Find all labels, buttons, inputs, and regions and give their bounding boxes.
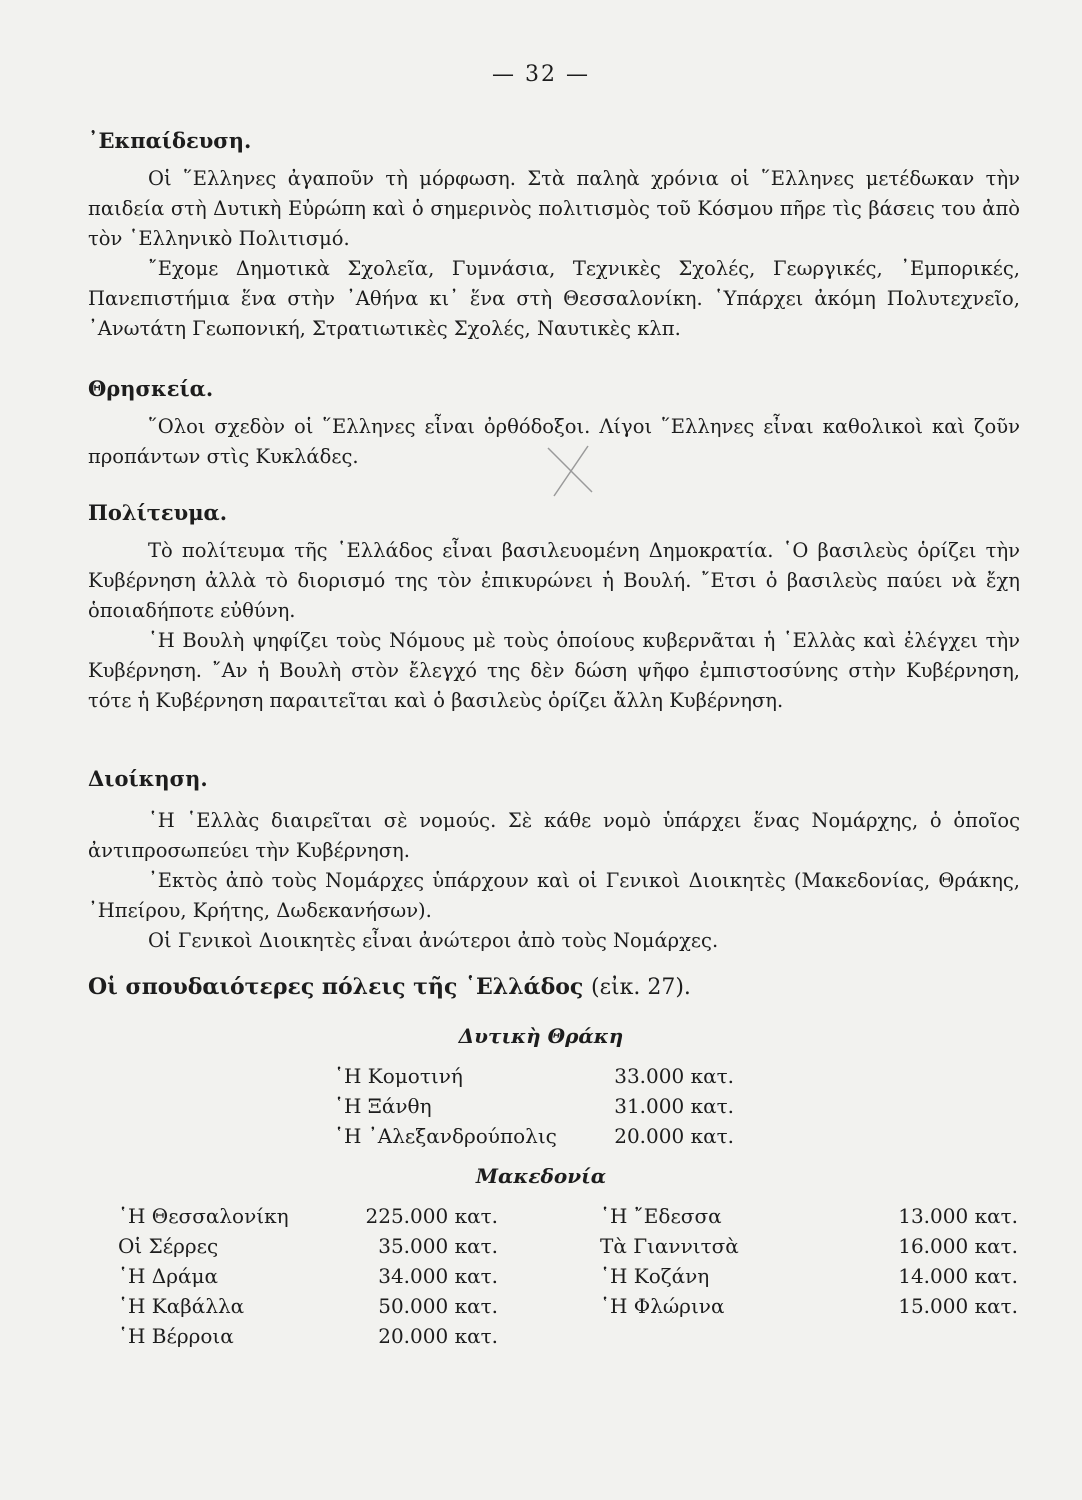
macedonia-right-city-name: Τὰ Γιαννιτσὰ — [600, 1234, 739, 1258]
thrace-city-population: 31.000 κατ. — [614, 1094, 734, 1118]
thrace-city-population: 33.000 κατ. — [614, 1064, 734, 1088]
macedonia-subtitle: Μακεδονία — [475, 1164, 607, 1188]
macedonia-right-city-population: 15.000 κατ. — [898, 1294, 1018, 1318]
religion-paragraph-1: ῞Ολοι σχεδὸν οἱ ῞Ελληνες εἶναι ὀρθόδοξοι. Λίγοι ῞Ελληνες εἶναι καθολικοὶ καὶ ζοῦν προπάντων στὶς Κυκλάδες. — [88, 415, 1020, 468]
administration-paragraph-2: ᾿Εκτὸς ἀπὸ τοὺς Νομάρχες ὑπάρχουν καὶ οἱ Γενικοὶ Διοικητὲς (Μακεδονίας, Θράκης, ᾿Ηπείρου, Κρήτης, Δωδεκανήσων). — [88, 869, 1020, 922]
macedonia-right-city-population: 14.000 κατ. — [898, 1264, 1018, 1288]
cities-heading — [88, 974, 691, 1000]
thrace-city-name: ῾Η Κομοτινή — [334, 1064, 463, 1088]
macedonia-right-city-name: ῾Η ῎Εδεσσα — [600, 1204, 722, 1228]
macedonia-left-city-name: Οἱ Σέρρες — [118, 1234, 219, 1258]
macedonia-left-city-population: 20.000 κατ. — [378, 1324, 498, 1348]
education-paragraph-1: Οἱ ῞Ελληνες ἀγαποῦν τὴ μόρφωση. Στὰ παληὰ χρόνια οἱ ῞Ελληνες μετέδωκαν τὴν παιδεία στὴ Δυτικὴ Εὐρώπη καὶ ὁ σημερινὸς πολιτισμὸς τοῦ Κόσμου πῆρε τὶς βάσεις του ἀπὸ τὸν ῾Ελληνικὸ Πολιτισμό. — [88, 167, 1020, 250]
macedonia-left-city-population: 34.000 κατ. — [378, 1264, 498, 1288]
macedonia-left-city-name: ῾Η Δράμα — [118, 1264, 219, 1288]
cities-title: Οἱ σπουδαιότερες πόλεις τῆς ῾Ελλάδος — [88, 974, 584, 1000]
macedonia-right-city-population: 13.000 κατ. — [898, 1204, 1018, 1228]
polity-paragraph-1: Τὸ πολίτευμα τῆς ῾Ελλάδος εἶναι βασιλευομένη Δημοκρατία. ῾Ο βασιλεὺς ὁρίζει τὴν Κυβέρνηση ἀλλὰ τὸ διορισμό της τὸν ἐπικυρώνει ἡ Βουλή. ῎Ετσι ὁ βασιλεὺς παύει νὰ ἔχη ὁποιαδήποτε εὐθύνη. — [88, 539, 1020, 622]
education-paragraph-2: ῎Εχομε Δημοτικὰ Σχολεῖα, Γυμνάσια, Τεχνικὲς Σχολές, Γεωργικές, ᾿Εμπορικές, Πανεπιστήμια ἕνα στὴν ᾿Αθήνα κι᾿ ἕνα στὴ Θεσσαλονίκη. ῾Υπάρχει ἀκόμη Πολυτεχνεῖο, ᾿Ανωτάτη Γεωπονική, Στρατιωτικὲς Σχολές, Ναυτικὲς κλπ. — [88, 257, 1020, 340]
thrace-city-name: ῾Η Ξάνθη — [334, 1094, 432, 1118]
macedonia-left-city-name: ῾Η Βέρροια — [118, 1324, 234, 1348]
heading-education: ᾿Εκπαίδευση. — [88, 128, 252, 153]
thrace-city-name: ῾Η ᾿Αλεξανδρούπολις — [334, 1124, 557, 1148]
macedonia-left-city-population: 35.000 κατ. — [378, 1234, 498, 1258]
heading-polity: Πολίτευμα. — [88, 500, 228, 525]
macedonia-right-city-name: ῾Η Κοζάνη — [600, 1264, 710, 1288]
thrace-subtitle: Δυτικὴ Θράκη — [458, 1024, 624, 1048]
administration-paragraph-3: Οἱ Γενικοὶ Διοικητὲς εἶναι ἀνώτεροι ἀπὸ τοὺς Νομάρχες. — [148, 929, 719, 952]
macedonia-right-city-population: 16.000 κατ. — [898, 1234, 1018, 1258]
heading-administration: Διοίκηση. — [88, 766, 208, 791]
figure-reference: (εἰκ. 27). — [590, 975, 691, 1000]
heading-religion: Θρησκεία. — [88, 376, 214, 401]
macedonia-left-city-name: ῾Η Καβάλλα — [118, 1294, 245, 1318]
macedonia-left-city-population: 50.000 κατ. — [378, 1294, 498, 1318]
polity-paragraph-2: ῾Η Βουλὴ ψηφίζει τοὺς Νόμους μὲ τοὺς ὁποίους κυβερνᾶται ἡ ῾Ελλὰς καὶ ἐλέγχει τὴν Κυβέρνηση. ῎Αν ἡ Βουλὴ στὸν ἔλεγχό της δὲν δώση ψῆφο ἐμπιστοσύνης στὴν Κυβέρνηση, τότε ἡ Κυβέρνηση παραιτεῖται καὶ ὁ βασιλεὺς ὁρίζει ἄλλη Κυβέρνηση. — [88, 629, 1020, 712]
macedonia-left-city-name: ῾Η Θεσσαλονίκη — [118, 1204, 289, 1228]
macedonia-left-city-population: 225.000 κατ. — [365, 1204, 498, 1228]
macedonia-right-city-name: ῾Η Φλώρινα — [600, 1294, 725, 1318]
pencil-mark — [540, 440, 600, 500]
administration-paragraph-1: ῾Η ῾Ελλὰς διαιρεῖται σὲ νομούς. Σὲ κάθε νομὸ ὑπάρχει ἕνας Νομάρχης, ὁ ὁποῖος ἀντιπροσωπεύει τὴν Κυβέρνηση. — [88, 809, 1020, 862]
thrace-city-population: 20.000 κατ. — [614, 1124, 734, 1148]
page-number: — 32 — — [492, 62, 590, 87]
